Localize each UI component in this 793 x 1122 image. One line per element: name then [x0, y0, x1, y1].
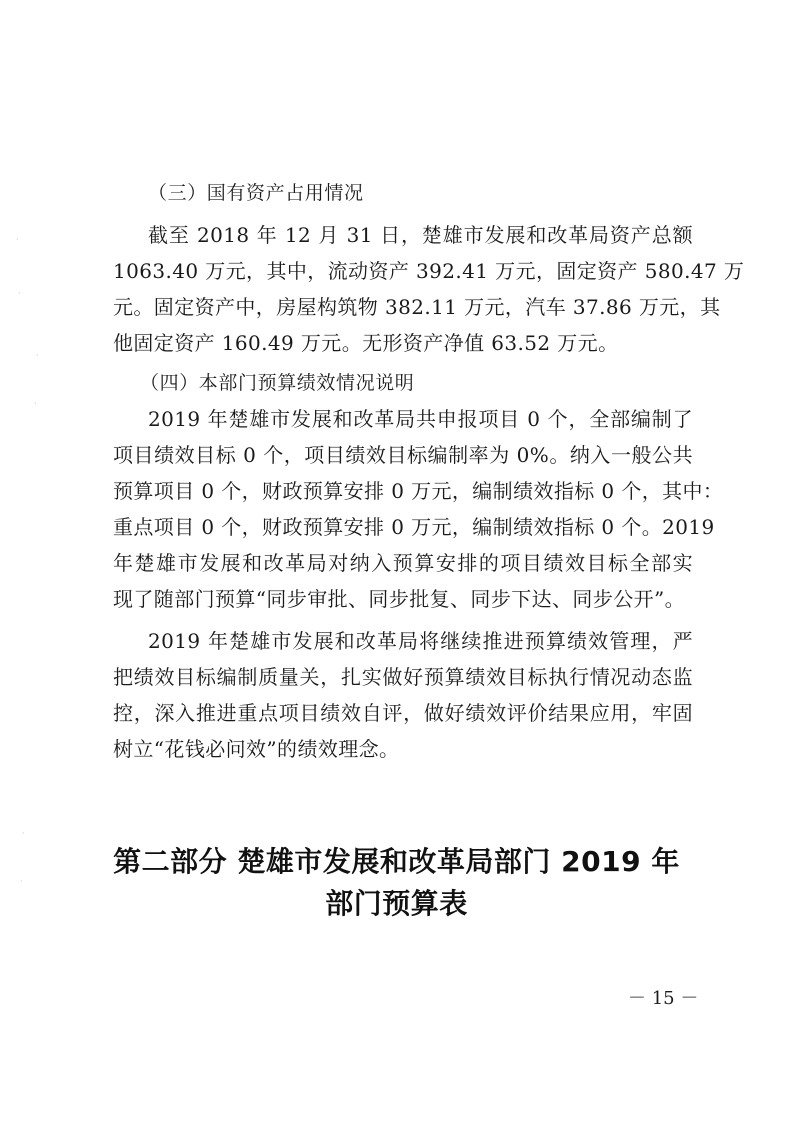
scan-speck: ·	[34, 399, 37, 408]
part-title-line-1: 第二部分 楚雄市发展和改革局部门 2019 年	[113, 845, 680, 878]
paragraph-line: 项目绩效目标 0 个，项目绩效目标编制率为 0%。纳入一般公共	[113, 443, 693, 467]
paragraph-line: 预算项目 0 个，财政预算安排 0 万元，编制绩效指标 0 个，其中：	[113, 479, 724, 503]
page-number: － 15 －	[628, 988, 699, 1009]
paragraph-line: 截至 2018 年 12 月 31 日，楚雄市发展和改革局资产总额	[148, 223, 693, 247]
paragraph-line: 2019 年楚雄市发展和改革局将继续推进预算绩效管理，严	[148, 629, 693, 653]
paragraph-line: 年楚雄市发展和改革局对纳入预算安排的项目绩效目标全部实	[113, 551, 693, 575]
paragraph-line: 1063.40 万元，其中，流动资产 392.41 万元，固定资产 580.47 万	[113, 259, 745, 283]
scan-speck: ·	[18, 289, 21, 298]
scan-speck: ·	[16, 235, 19, 244]
scan-speck: ·	[20, 877, 23, 886]
paragraph-line: 树立“花钱必问效”的绩效理念。	[113, 737, 400, 761]
section-heading-assets: （三）国有资产占用情况	[148, 182, 364, 204]
paragraph-line: 他固定资产 160.49 万元。无形资产净值 63.52 万元。	[113, 331, 619, 355]
paragraph-line: 2019 年楚雄市发展和改革局共申报项目 0 个，全部编制了	[148, 407, 693, 431]
scan-speck: ·	[36, 351, 39, 360]
paragraph-line: 元。固定资产中，房屋构筑物 382.11 万元，汽车 37.86 万元，其	[113, 295, 721, 319]
paragraph-line: 控，深入推进重点项目绩效自评，做好绩效评价结果应用，牢固	[113, 701, 693, 725]
paragraph-line: 现了随部门预算“同步审批、同步批复、同步下达、同步公开”。	[113, 587, 686, 611]
part-title-line-2: 部门预算表	[325, 887, 468, 920]
scan-speck: ·	[22, 829, 25, 838]
section-heading-performance: （四）本部门预算绩效情况说明	[140, 372, 415, 394]
paragraph-line: 把绩效目标编制质量关，扎实做好预算绩效目标执行情况动态监	[113, 665, 693, 689]
paragraph-line: 重点项目 0 个，财政预算安排 0 万元，编制绩效指标 0 个。2019	[113, 515, 715, 539]
